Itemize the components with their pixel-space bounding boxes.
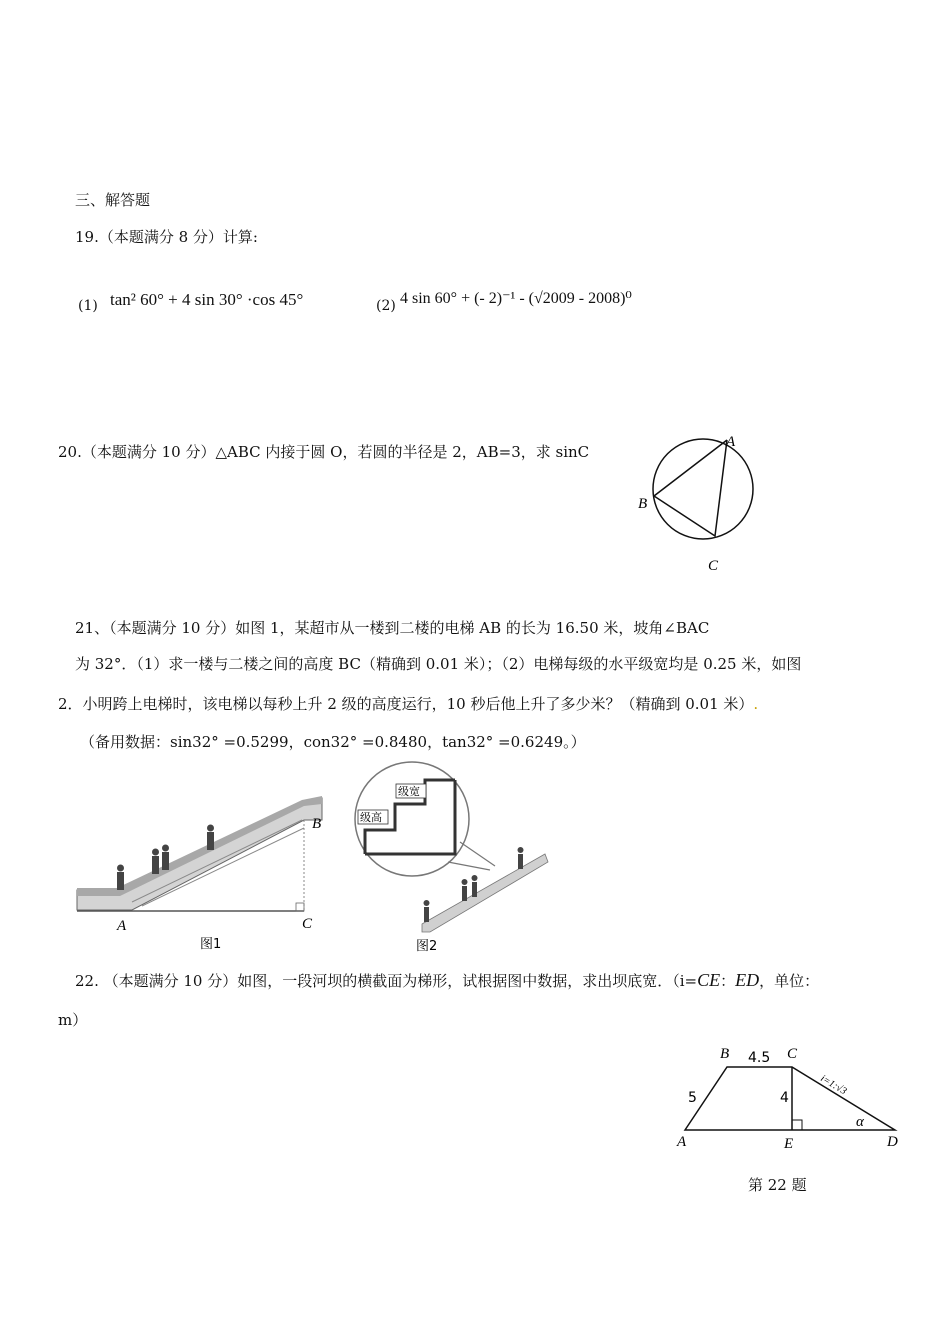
q22-ratio-colon: ：: [720, 972, 736, 990]
q21-figure1-escalator: [72, 780, 347, 960]
q19-part1-label: (1): [78, 298, 98, 314]
q22-slope: i=1:√3: [818, 1073, 849, 1098]
fig1-label-a: A: [117, 918, 127, 934]
q22-ratio-ed: ED: [735, 970, 760, 990]
fig1-caption: 图1: [200, 937, 222, 952]
q22-top-length: 4.5: [748, 1050, 771, 1066]
q19-stem: 19.（本题满分 8 分）计算:: [75, 228, 258, 246]
q22-line2: m）: [58, 1011, 88, 1029]
q22-line1-text: 22. （本题满分 10 分）如图，一段河坝的横截面为梯形，试根据图中数据，求出坝底宽．（i=: [75, 972, 698, 990]
q21-line1: 21、（本题满分 10 分）如图 1，某超市从一楼到二楼的电梯 AB 的长为 16.50 米，坡角∠BAC: [75, 619, 710, 637]
fig1-label-c: C: [302, 916, 313, 932]
q19-part2-label: (2): [376, 298, 396, 314]
q20-label-a: A: [726, 434, 736, 450]
q22-caption: 第 22 题: [748, 1176, 807, 1194]
section-heading: 三、解答题: [75, 191, 151, 209]
q22-line1: [75, 970, 819, 991]
q21-line3-text: 2．小明跨上电梯时，该电梯以每秒上升 2 级的高度运行，10 秒后他上升了多少米？（精确到 0.01 米）: [58, 695, 754, 713]
fig2-caption: 图2: [416, 939, 438, 954]
q22-side-length: 5: [688, 1090, 697, 1106]
q22-angle: α: [856, 1114, 864, 1130]
step-height-label: 级高: [360, 811, 382, 824]
q21-figure2-step-detail: [350, 762, 550, 957]
q22-label-e: E: [784, 1136, 794, 1152]
q19-part2-expression: 4 sin 60° + (- 2)⁻¹ - (√2009 - 2008)⁰: [400, 290, 632, 307]
q22-label-c: C: [787, 1046, 798, 1062]
q22-unit-text: ，单位：: [759, 972, 820, 990]
fig1-label-b: B: [312, 816, 322, 832]
q21-data-note: （备用数据：sin32° =0.5299，con32° =0.8480，tan32° =0.6249。）: [80, 733, 586, 751]
q19-part1-expression: tan² 60° + 4 sin 30° ·cos 45°: [110, 290, 304, 309]
q21-line2: 为 32°．（1）求一楼与二楼之间的高度 BC（精确到 0.01 米）；（2）电梯每级的水平级宽均是 0.25 米，如图: [75, 655, 802, 673]
q22-dam-figure: [670, 1040, 910, 1160]
step-width-label: 级宽: [398, 785, 420, 798]
q20-label-b: B: [638, 496, 648, 512]
q22-label-d: D: [887, 1134, 898, 1150]
q22-label-b: B: [720, 1046, 730, 1062]
circumcircle: [653, 439, 753, 539]
q20-circle-figure: [630, 428, 770, 578]
q22-ratio-ce: CE: [697, 970, 721, 990]
q20-stem: 20.（本题满分 10 分）△ABC 内接于圆 O，若圆的半径是 2，AB=3，求 sinC: [58, 443, 590, 461]
q21-line3: [58, 694, 758, 714]
q22-height: 4: [780, 1090, 789, 1106]
q21-line3-mark: .: [753, 695, 759, 713]
q22-label-a: A: [677, 1134, 687, 1150]
q20-label-c: C: [708, 558, 719, 574]
